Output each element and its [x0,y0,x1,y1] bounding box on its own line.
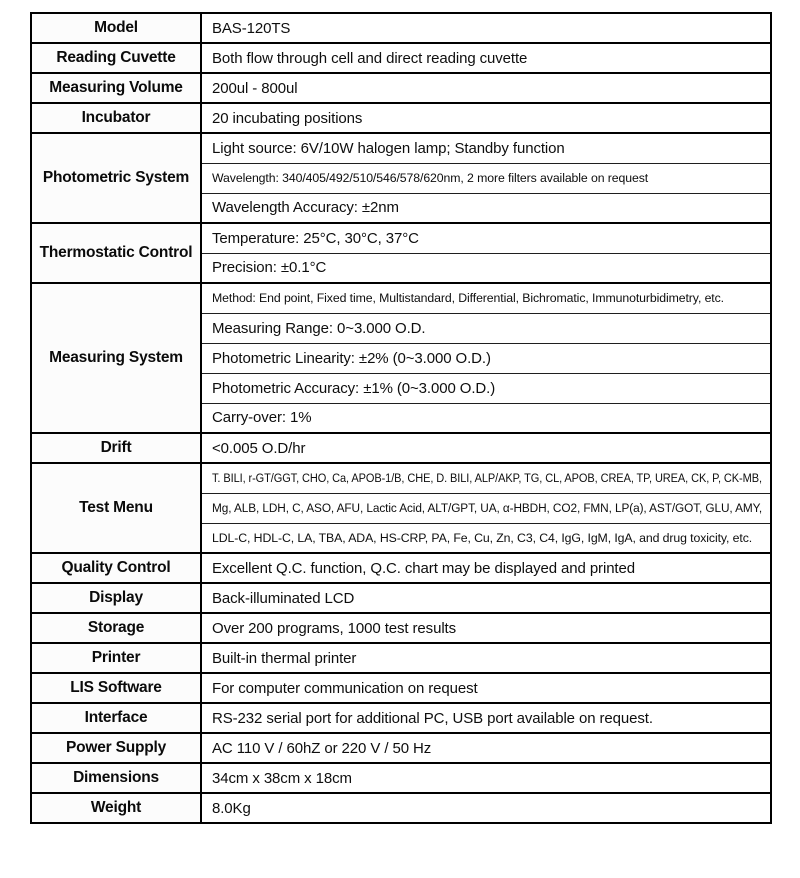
spec-value [201,733,771,763]
spec-table-body [31,13,771,823]
spec-table [30,12,772,824]
table-row [31,133,771,163]
spec-value-text: AC 110 V / 60hZ or 220 V / 50 Hz [212,739,432,757]
spec-value-text: RS-232 serial port for additional PC, USB port available on request. [212,709,653,727]
spec-label-printer: Printer [31,643,201,673]
table-row [31,433,771,463]
spec-value-text: BAS-120TS [212,19,291,37]
table-row [31,703,771,733]
spec-label-incubator: Incubator [31,103,201,133]
spec-value-text: Method: End point, Fixed time, Multistandard, Differential, Bichromatic, Immunoturbidimetry, etc. [212,291,724,306]
spec-value-text: Over 200 programs, 1000 test results [212,619,457,637]
spec-value [201,673,771,703]
spec-value-text: Carry-over: 1% [212,409,312,427]
spec-label-reading-cuvette: Reading Cuvette [31,43,201,73]
spec-value-text: Excellent Q.C. function, Q.C. chart may be displayed and printed [212,559,635,577]
spec-value [201,763,771,793]
table-row [31,283,771,313]
spec-value [201,343,771,373]
table-row [31,43,771,73]
spec-value-text: 20 incubating positions [212,109,363,127]
spec-value-text: Both flow through cell and direct reading cuvette [212,49,528,67]
spec-value [201,493,771,523]
spec-value [201,133,771,163]
spec-value [201,613,771,643]
spec-label-photometric-system: Photometric System [31,133,201,223]
spec-value-text: 34cm x 38cm x 18cm [212,769,352,787]
table-row [31,13,771,43]
table-row [31,553,771,583]
spec-value-text: Photometric Accuracy: ±1% (0~3.000 O.D.) [212,379,496,397]
spec-value-text: Photometric Linearity: ±2% (0~3.000 O.D.) [212,349,491,367]
spec-value [201,433,771,463]
spec-label-weight: Weight [31,793,201,823]
spec-value-text: LDL-C, HDL-C, LA, TBA, ADA, HS-CRP, PA, Fe, Cu, Zn, C3, C4, IgG, IgM, IgA, and drug toxicity, etc. [212,530,753,545]
table-row [31,673,771,703]
spec-value-text: Measuring Range: 0~3.000 O.D. [212,319,426,337]
table-row [31,643,771,673]
table-row [31,103,771,133]
table-row [31,583,771,613]
spec-label-measuring-volume: Measuring Volume [31,73,201,103]
spec-value [201,553,771,583]
spec-value-text: Mg, ALB, LDH, C, ASO, AFU, Lactic Acid, ALT/GPT, UA, α-HBDH, CO2, FMN, LP(a), AST/GOT, GLU, AMY, [212,501,763,515]
spec-label-power-supply: Power Supply [31,733,201,763]
spec-label-display: Display [31,583,201,613]
spec-label-test-menu: Test Menu [31,463,201,553]
table-row [31,223,771,253]
table-row [31,763,771,793]
spec-label-dimensions: Dimensions [31,763,201,793]
spec-value-text: 8.0Kg [212,799,251,817]
spec-value-text: Wavelength Accuracy: ±2nm [212,199,399,217]
table-row [31,73,771,103]
spec-value-text: Wavelength: 340/405/492/510/546/578/620nm, 2 more filters available on request [212,171,649,185]
spec-value [201,283,771,313]
spec-label-measuring-system: Measuring System [31,283,201,433]
spec-value [201,373,771,403]
spec-value [201,13,771,43]
table-row [31,463,771,493]
spec-value [201,73,771,103]
spec-value-text: Temperature: 25°C, 30°C, 37°C [212,229,419,247]
spec-value-text: 200ul - 800ul [212,79,298,97]
spec-label-storage: Storage [31,613,201,643]
table-row [31,613,771,643]
spec-value [201,103,771,133]
spec-value [201,223,771,253]
spec-value [201,163,771,193]
spec-value-text: For computer communication on request [212,679,478,697]
spec-value [201,793,771,823]
spec-label-thermostatic-control: Thermostatic Control [31,223,201,283]
spec-label-drift: Drift [31,433,201,463]
spec-value [201,463,771,493]
spec-label-interface: Interface [31,703,201,733]
spec-value-text: <0.005 O.D/hr [212,439,306,457]
spec-value [201,43,771,73]
table-row [31,793,771,823]
spec-value-text: Back-illuminated LCD [212,589,355,607]
spec-value [201,253,771,283]
table-row [31,733,771,763]
spec-value-text: Built-in thermal printer [212,649,357,667]
spec-value-text: Precision: ±0.1°C [212,259,327,277]
spec-value-text: T. BILI, r-GT/GGT, CHO, Ca, APOB-1/B, CHE, D. BILI, ALP/AKP, TG, CL, APOB, CREA, TP, UREA, CK, P, CK-MB, [212,471,762,486]
spec-value [201,643,771,673]
spec-value [201,523,771,553]
spec-value-text: Light source: 6V/10W halogen lamp; Standby function [212,139,565,157]
spec-label-lis-software: LIS Software [31,673,201,703]
spec-label-quality-control: Quality Control [31,553,201,583]
spec-value [201,193,771,223]
spec-label-model: Model [31,13,201,43]
spec-value [201,313,771,343]
spec-value [201,403,771,433]
spec-value [201,583,771,613]
spec-value [201,703,771,733]
